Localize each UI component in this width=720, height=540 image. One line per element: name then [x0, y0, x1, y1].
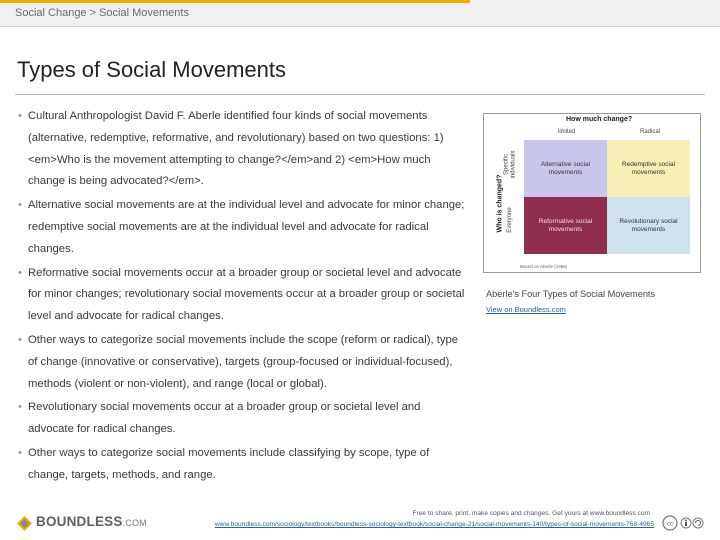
bullet-item: • Other ways to categorize social movements include the scope (reform or radical), type of change (innovative or conservative), targets (group-focused or individual-focused), methods (violent or non-violent), and range (local or global). [18, 330, 466, 395]
quadrant-revolutionary: Revolutionary social movements [607, 197, 690, 254]
svg-text:cc: cc [667, 521, 673, 528]
boundless-logo-icon [16, 515, 33, 532]
bullet-list [18, 106, 466, 489]
quadrant-reformative: Reformative social movements [524, 197, 607, 254]
aberle-figure [483, 113, 701, 273]
boundless-logo [36, 514, 147, 529]
title-divider [15, 94, 705, 95]
bullet-item: • Revolutionary social movements occur at a broader group or societal level and advocate for radical changes. [18, 397, 466, 441]
bullet-item: • Reformative social movements occur at a broader group or societal level and advocate for minor changes; revolutionary social movements occur at a broader group or societal level and advocate for radical changes. [18, 263, 466, 328]
column-label-limited: limited [558, 129, 576, 135]
bullet-item: • Other ways to categorize social movements include classifying by scope, type of change, targets, methods, and range. [18, 443, 466, 487]
breadcrumb: Social Change > Social Movements [15, 7, 189, 19]
quadrant-redemptive: Redemptive social movements [607, 140, 690, 197]
bullet-item: • Cultural Anthropologist David F. Aberle identified four kinds of social movements (alternative, redemptive, reformative, and revolutionary) based on two questions: 1) <em>Who is the movement attempting to change?</em>and 2) <em>How much change is being advocated?</em>. [18, 106, 466, 193]
quadrant-alternative: Alternative social movements [524, 140, 607, 197]
logo-wordmark: BOUNDLESS [36, 514, 123, 529]
row-label-everyone: Everyone [507, 207, 513, 233]
column-label-radical: Radical [640, 129, 661, 135]
figure-caption: Aberle's Four Types of Social Movements [486, 289, 656, 299]
license-notice: Free to share, print, make copies and changes. Get yours at www.boundless.com [412, 510, 650, 517]
page-title: Types of Social Movements [17, 57, 287, 82]
bullet-item: • Alternative social movements are at the individual level and advocate for minor change; redemptive social movements are at the individual level and advocate for radical changes. [18, 195, 466, 260]
top-bar [0, 0, 720, 27]
cc-by-sa-icon [662, 514, 706, 532]
row-axis-label: Who is changed? [496, 174, 504, 233]
figure-credit: Based on Aberle (1966) [520, 264, 568, 269]
row-label-specific: Specific individuals [503, 150, 516, 179]
source-link[interactable]: www.boundless.com/sociology/textbooks/boundless-sociology-textbook/social-change-21/social-movements-140/types-of-social-movements-768-4965 [214, 521, 654, 528]
accent-bar [0, 0, 470, 3]
view-on-boundless-link[interactable]: View on Boundless.com [486, 305, 566, 314]
figure-heading: How much change? [566, 116, 633, 123]
logo-suffix: .COM [122, 518, 147, 528]
